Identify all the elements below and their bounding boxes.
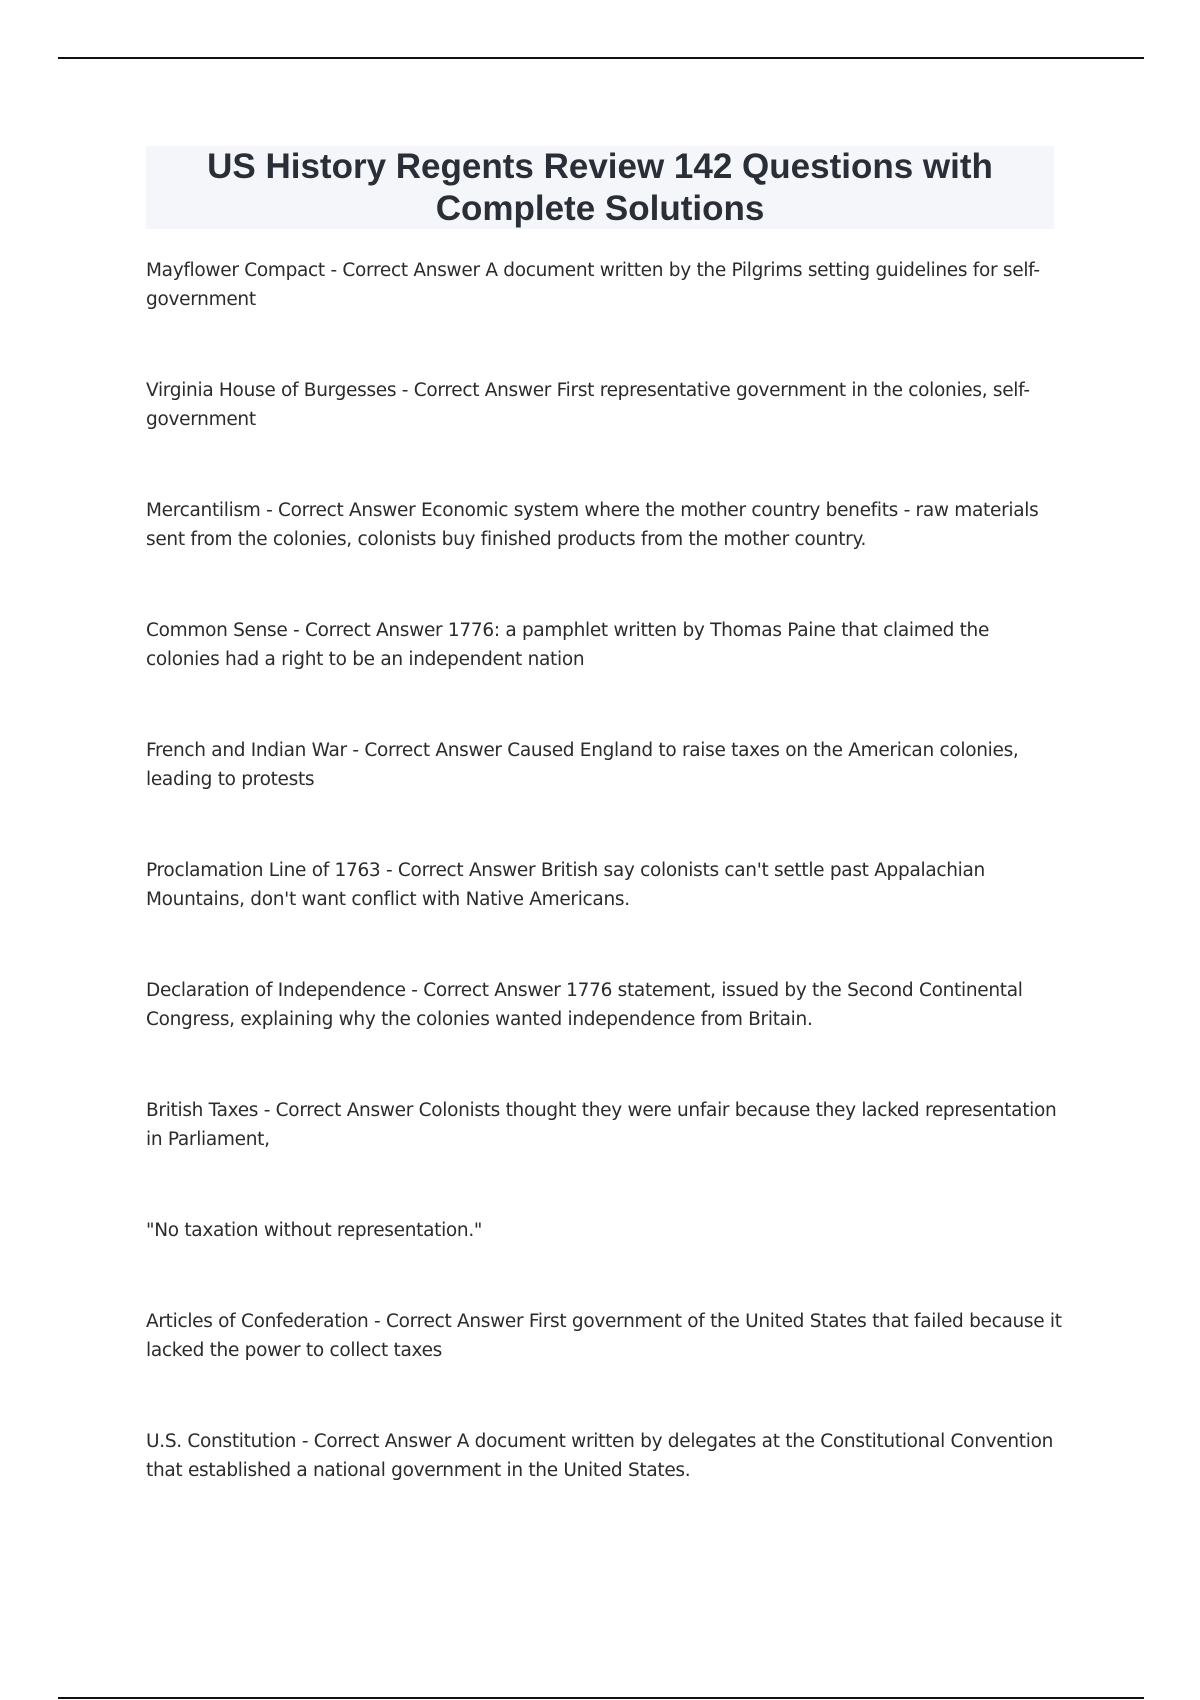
qa-entry-declaration-of-independence: Declaration of Independence - Correct Answer 1776 statement, issued by the Second Continental Congress, explaining why the colonies wanted independence from Britain. (146, 980, 1023, 1030)
qa-entry-articles-of-confederation: Articles of Confederation - Correct Answer First government of the United States that failed because it lacked the power to collect taxes (146, 1311, 1062, 1361)
qa-entry-french-and-indian-war: French and Indian War - Correct Answer Caused England to raise taxes on the American colonies, leading to protests (146, 740, 1019, 790)
top-divider (58, 57, 1144, 59)
bottom-divider (58, 1697, 1144, 1699)
qa-entry-proclamation-line: Proclamation Line of 1763 - Correct Answer British say colonists can't settle past Appalachian Mountains, don't want conflict with Native Americans. (146, 860, 985, 910)
document-title: US History Regents Review 142 Questions with Complete Solutions (207, 146, 993, 228)
qa-entry-british-taxes: British Taxes - Correct Answer Colonists thought they were unfair because they lacked representation in Parliament, (146, 1100, 1057, 1150)
qa-entry-mercantilism: Mercantilism - Correct Answer Economic system where the mother country benefits - raw materials sent from the colonies, colonists buy finished products from the mother country. (146, 500, 1039, 550)
qa-list (146, 256, 1066, 1547)
qa-entry-no-taxation-quote: "No taxation without representation." (146, 1220, 483, 1241)
title-banner (146, 146, 1054, 229)
qa-entry-common-sense: Common Sense - Correct Answer 1776: a pamphlet written by Thomas Paine that claimed the colonies had a right to be an independent nation (146, 620, 990, 670)
qa-entry-us-constitution: U.S. Constitution - Correct Answer A document written by delegates at the Constitutional Convention that established a national government in the United States. (146, 1431, 1054, 1481)
qa-entry-house-of-burgesses: Virginia House of Burgesses - Correct Answer First representative government in the colonies, self-government (146, 380, 1030, 430)
qa-entry-mayflower-compact: Mayflower Compact - Correct Answer A document written by the Pilgrims setting guidelines for self-government (146, 260, 1040, 310)
